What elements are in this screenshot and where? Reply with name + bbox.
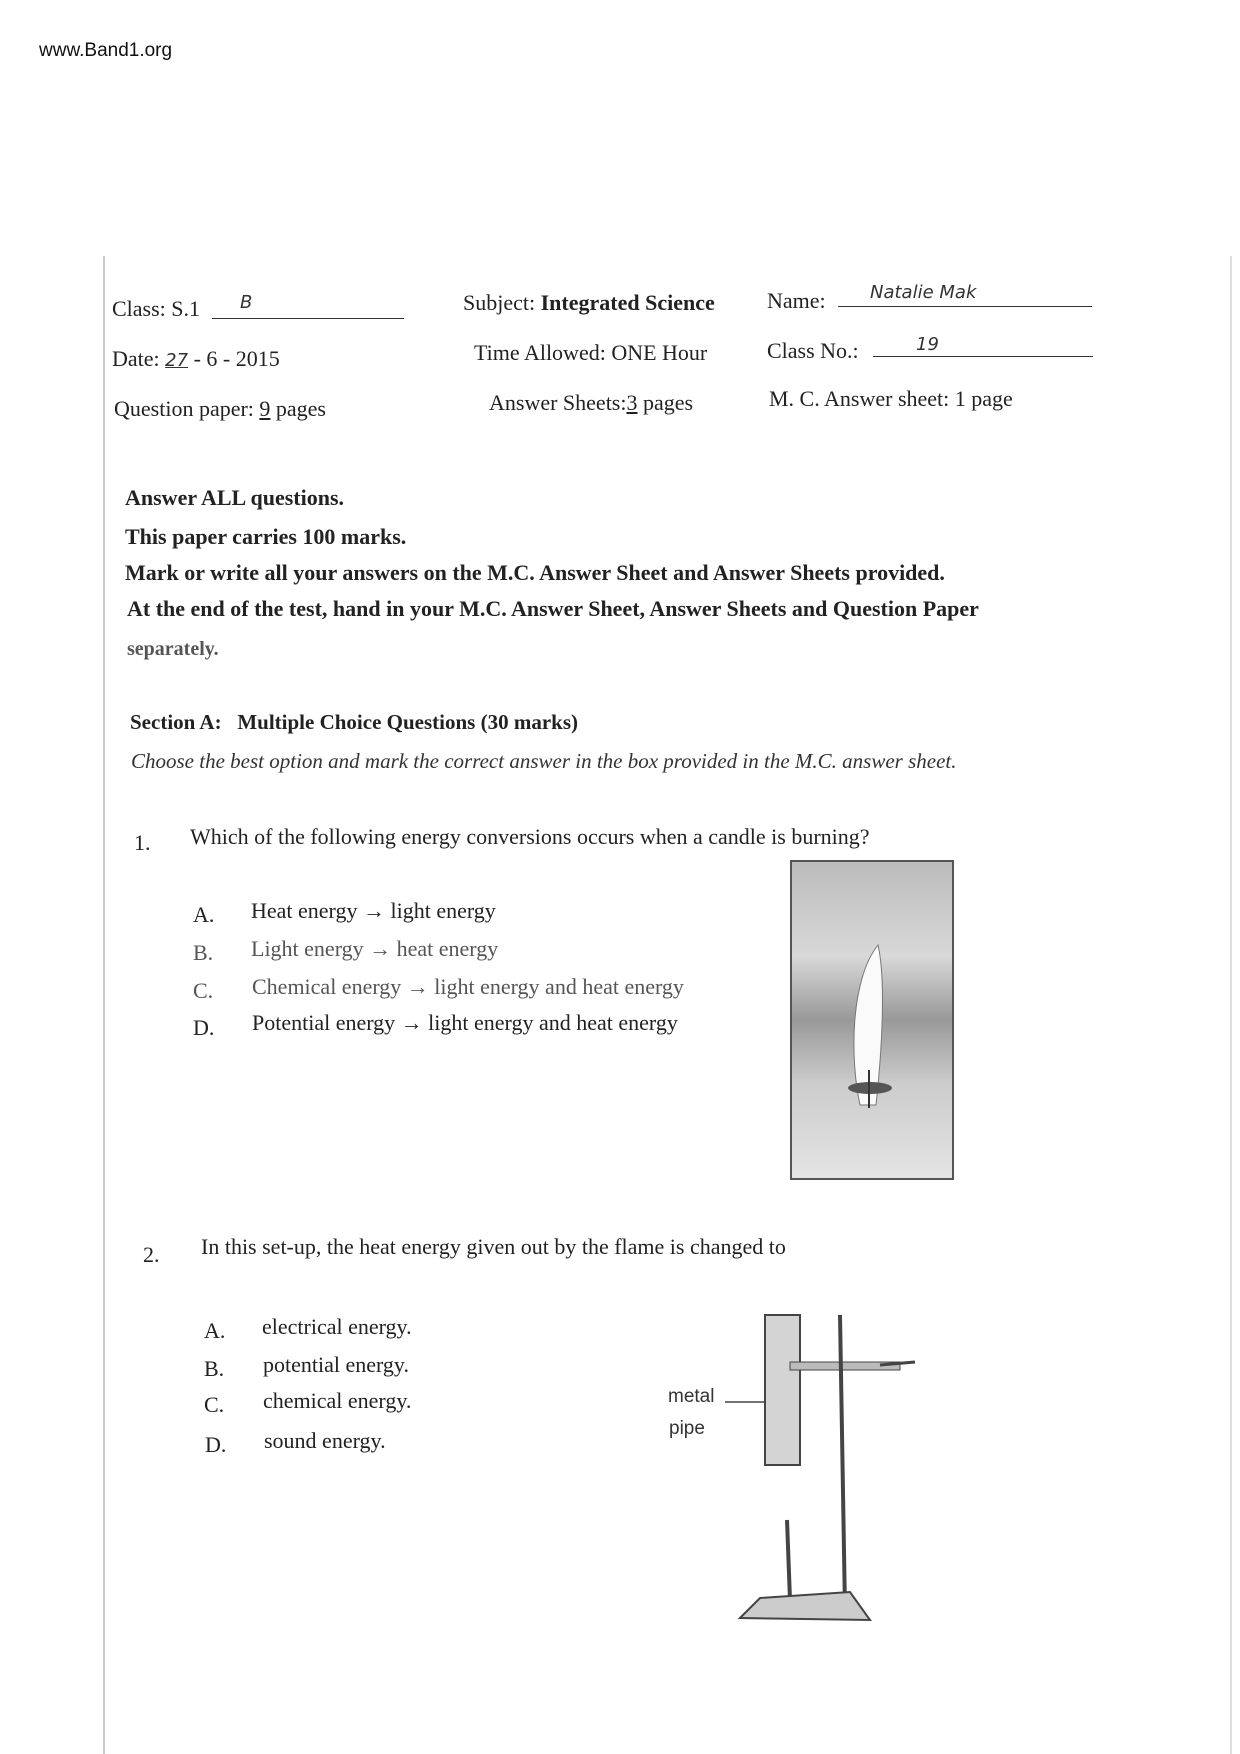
instruction-3: Mark or write all your answers on the M.C. Answer Sheet and Answer Sheets provided. xyxy=(125,560,945,585)
figure-label-pipe: pipe xyxy=(669,1418,705,1439)
class-no-value: 19 xyxy=(916,334,939,355)
date-rest: - 6 - 2015 xyxy=(188,346,280,371)
q1-number: 1. xyxy=(134,830,151,855)
date-day: 27 xyxy=(165,350,189,371)
instruction-2: This paper carries 100 marks. xyxy=(125,524,407,549)
metal-pipe-apparatus xyxy=(720,1300,940,1630)
question-paper-pages xyxy=(114,396,326,422)
instruction-4: At the end of the test, hand in your M.C. Answer Sheet, Answer Sheets and Question Paper xyxy=(127,596,979,621)
q1-option-d: Potential energy → light energy and heat energy xyxy=(252,1010,678,1035)
answer-sheets-pages xyxy=(489,390,693,416)
name-line xyxy=(838,306,1092,307)
class-no-label: Class No.: xyxy=(767,338,859,363)
q1-option-b-letter: B. xyxy=(193,940,214,965)
q2-option-b: potential energy. xyxy=(263,1352,410,1377)
subject-value: Integrated Science xyxy=(540,290,715,315)
figure-label-metal: metal xyxy=(668,1386,715,1407)
q1-option-a-letter: A. xyxy=(193,902,215,927)
q2-number: 2. xyxy=(143,1242,160,1267)
subject-label: Subject: xyxy=(463,290,541,315)
site-watermark: www.Band1.org xyxy=(39,40,173,61)
qp-suffix: pages xyxy=(270,396,326,421)
q2-option-c-letter: C. xyxy=(204,1392,225,1417)
subject-field xyxy=(463,290,715,316)
as-suffix: pages xyxy=(637,390,694,415)
q1-option-d-letter: D. xyxy=(193,1015,215,1040)
qp-label: Question paper: xyxy=(114,396,260,421)
instruction-5: separately. xyxy=(127,638,219,660)
q2-option-c: chemical energy. xyxy=(263,1388,412,1413)
name-value: Natalie Mak xyxy=(870,282,977,303)
name-label: Name: xyxy=(767,288,826,313)
section-label: Section A: xyxy=(130,710,222,734)
class-line xyxy=(212,318,404,319)
q2-option-d-letter: D. xyxy=(205,1432,227,1457)
instruction-1: Answer ALL questions. xyxy=(125,485,345,510)
q2-option-a-letter: A. xyxy=(204,1318,226,1343)
date-field xyxy=(112,346,280,372)
qp-count: 9 xyxy=(259,396,271,421)
section-title: Multiple Choice Questions (30 marks) xyxy=(237,710,578,734)
class-value: B xyxy=(240,292,253,313)
q1-option-c-letter: C. xyxy=(193,978,214,1003)
candle-image xyxy=(790,860,954,1180)
section-instruction: Choose the best option and mark the correct answer in the box provided in the M.C. answer sheet. xyxy=(131,749,957,773)
as-label: Answer Sheets: xyxy=(489,390,627,415)
class-no-line xyxy=(873,356,1093,357)
page-border-left xyxy=(103,256,105,1754)
q1-option-c: Chemical energy → light energy and heat energy xyxy=(252,974,684,999)
time-allowed: Time Allowed: ONE Hour xyxy=(474,340,708,365)
as-count: 3 xyxy=(626,390,638,415)
class-field xyxy=(112,296,200,322)
section-heading xyxy=(130,710,578,735)
q1-option-a: Heat energy → light energy xyxy=(251,898,496,923)
date-label: Date: xyxy=(112,346,160,371)
class-label: Class: S.1 xyxy=(112,296,201,321)
page-border-right xyxy=(1230,256,1232,1754)
mc-answer-sheet: M. C. Answer sheet: 1 page xyxy=(769,386,1013,411)
q2-option-b-letter: B. xyxy=(204,1356,225,1381)
q1-text: Which of the following energy conversions occurs when a candle is burning? xyxy=(190,824,870,849)
q2-text: In this set-up, the heat energy given out by the flame is changed to xyxy=(201,1234,786,1259)
q2-option-a: electrical energy. xyxy=(262,1314,412,1339)
q1-option-b: Light energy → heat energy xyxy=(251,936,499,961)
q2-option-d: sound energy. xyxy=(264,1428,386,1453)
